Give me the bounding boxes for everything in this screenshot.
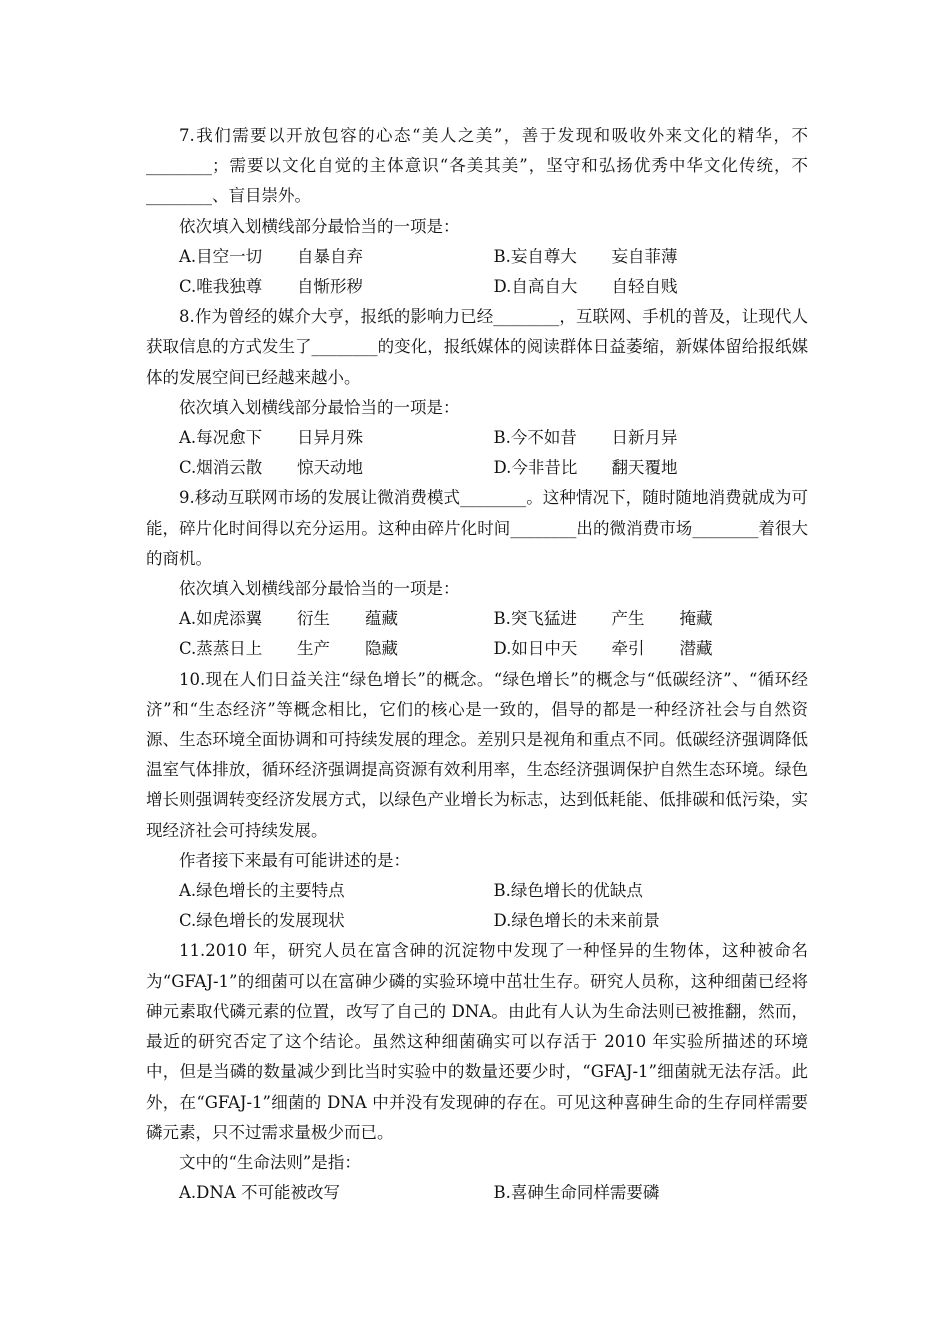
question-prompt: 作者接下来最有可能讲述的是： xyxy=(179,850,410,870)
option-b[interactable]: B.妄自尊大 妄自菲薄 xyxy=(493,246,678,266)
option-row xyxy=(146,423,808,453)
question-10 xyxy=(146,665,808,937)
option-b[interactable]: B.今不如昔 日新月异 xyxy=(493,428,678,448)
option-row xyxy=(146,242,808,272)
option-a[interactable]: A.目空一切 自暴自弃 xyxy=(179,246,363,266)
option-a[interactable]: A.绿色增长的主要特点 xyxy=(179,881,345,901)
question-stem: 9.移动互联网市场的发展让微消费模式________。这种情况下，随时随地消费就成为可能，碎片化时间得以充分运用。这种由碎片化时间________出的微消费市场________着很大的商机。 xyxy=(146,488,808,568)
question-stem: 8.作为曾经的媒介大亨，报纸的影响力已经________，互联网、手机的普及，让现代人获取信息的方式发生了________的变化，报纸媒体的阅读群体日益萎缩，新媒体留给报纸媒体的发展空间已经越来越小。 xyxy=(146,307,808,387)
question-prompt: 依次填入划横线部分最恰当的一项是： xyxy=(179,579,460,599)
option-row xyxy=(146,876,808,906)
option-b[interactable]: B.突飞猛进 产生 掩藏 xyxy=(493,609,713,629)
exam-page xyxy=(146,121,808,1208)
question-prompt: 文中的“生命法则”是指： xyxy=(179,1152,361,1172)
option-d[interactable]: D.自高自大 自轻自贱 xyxy=(493,277,678,297)
option-d[interactable]: D.如日中天 牵引 潜藏 xyxy=(493,639,713,659)
option-d[interactable]: D.绿色增长的未来前景 xyxy=(493,911,660,931)
question-prompt: 依次填入划横线部分最恰当的一项是： xyxy=(179,397,460,417)
option-row xyxy=(146,1178,808,1208)
option-c[interactable]: C.唯我独尊 自惭形秽 xyxy=(179,277,363,297)
option-row xyxy=(146,604,808,634)
option-row xyxy=(146,906,808,936)
option-c[interactable]: C.蒸蒸日上 生产 隐藏 xyxy=(179,639,398,659)
option-b[interactable]: B.绿色增长的优缺点 xyxy=(493,881,643,901)
question-stem: 11.2010 年，研究人员在富含砷的沉淀物中发现了一种怪异的生物体，这种被命名为“GFAJ-1”的细菌可以在富砷少磷的实验环境中茁壮生存。研究人员称，这种细菌已经将砷元素取代磷元素的位置，改写了自己的 DNA。由此有人认为生命法则已被推翻，然而，最近的研究否定了这个结论。虽然这种细菌确实可以存活于 2010 年实验所描述的环境中，但是当磷的数量减少到比当时实验中的数量还要少时，“GFAJ-1”细菌就无法存活。此外，在“GFAJ-1”细菌的 DNA 中并没有发现砷的存在。可见这种喜砷生命的生存同样需要磷元素，只不过需求量极少而已。 xyxy=(146,941,808,1142)
question-7 xyxy=(146,121,808,302)
question-9 xyxy=(146,483,808,664)
question-11 xyxy=(146,936,808,1208)
option-row xyxy=(146,634,808,664)
option-a[interactable]: A.每况愈下 日异月殊 xyxy=(179,428,363,448)
option-row xyxy=(146,453,808,483)
option-a[interactable]: A.DNA 不可能被改写 xyxy=(179,1183,340,1203)
option-a[interactable]: A.如虎添翼 衍生 蕴藏 xyxy=(179,609,398,629)
question-prompt: 依次填入划横线部分最恰当的一项是： xyxy=(179,216,460,236)
option-c[interactable]: C.绿色增长的发展现状 xyxy=(179,911,345,931)
option-b[interactable]: B.喜砷生命同样需要磷 xyxy=(493,1183,660,1203)
question-8 xyxy=(146,302,808,483)
question-stem: 7.我们需要以开放包容的心态“美人之美”，善于发现和吸收外来文化的精华，不________；需要以文化自觉的主体意识“各美其美”，坚守和弘扬优秀中华文化传统，不________、盲目崇外。 xyxy=(146,126,808,206)
question-stem: 10.现在人们日益关注“绿色增长”的概念。“绿色增长”的概念与“低碳经济”、“循环经济”和“生态经济”等概念相比，它们的核心是一致的，倡导的都是一种经济社会与自然资源、生态环境全面协调和可持续发展的理念。差别只是视角和重点不同。低碳经济强调降低温室气体排放，循环经济强调提高资源有效利用率，生态经济强调保护自然生态环境。绿色增长则强调转变经济发展方式，以绿色产业增长为标志，达到低耗能、低排碳和低污染，实现经济社会可持续发展。 xyxy=(146,669,808,840)
option-row xyxy=(146,272,808,302)
option-c[interactable]: C.烟消云散 惊天动地 xyxy=(179,458,363,478)
option-d[interactable]: D.今非昔比 翻天覆地 xyxy=(493,458,678,478)
